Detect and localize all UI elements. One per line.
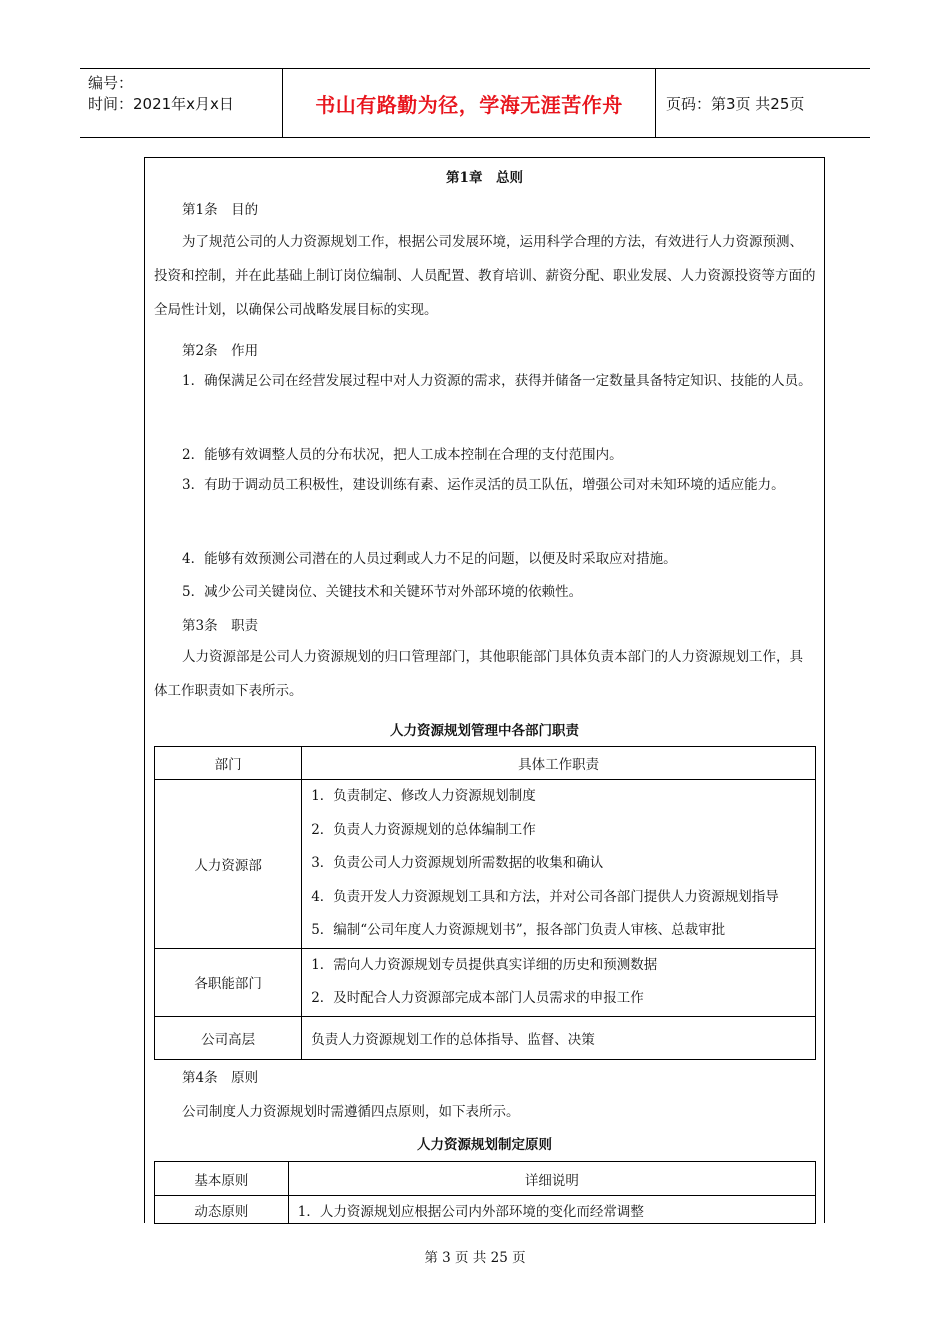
dept-cell: 各职能部门	[155, 948, 302, 1016]
article4-title: 第4条 原则	[182, 1070, 259, 1086]
principles-table	[154, 1161, 816, 1224]
content-frame	[144, 157, 825, 1223]
header-meta	[80, 69, 282, 137]
article2-item-5: 5．减少公司关键岗位、关键技术和关键环节对外部环境的依赖性。	[182, 584, 583, 600]
header-page-info: 页码：第3页 共25页	[666, 94, 805, 113]
duty-line: 2．及时配合人力资源部完成本部门人员需求的申报工作	[311, 990, 644, 1006]
header-date-label: 时间：2021年x月x日	[88, 95, 234, 113]
duty-line: 3．负责公司人力资源规划所需数据的收集和确认	[311, 855, 604, 871]
article2-item-1: 1．确保满足公司在经营发展过程中对人力资源的需求，获得并储备一定数量具备特定知识、技能的人员。	[182, 373, 812, 389]
duty-line: 1．需向人力资源规划专员提供真实详细的历史和预测数据	[311, 956, 658, 973]
article2-item-2: 2．能够有效调整人员的分布状况，把人工成本控制在合理的支付范围内。	[182, 447, 623, 463]
table-row	[155, 948, 816, 1016]
duty-line: 1．负责制定、修改人力资源规划制度	[311, 788, 536, 804]
article1-body: 为了规范公司的人力资源规划工作，根据公司发展环境，运用科学合理的方法，有效进行人力资源预测、投资和控制，并在此基础上制订岗位编制、人员配置、教育培训、薪资分配、职业发展、人力资源投资等方面的全局性计划，以确保公司战略发展目标的实现。	[154, 234, 816, 318]
article3-title: 第3条 职责	[182, 618, 259, 634]
article2-item-4: 4．能够有效预测公司潜在的人员过剩或人力不足的问题，以便及时采取应对措施。	[182, 551, 677, 567]
table-header-cell: 部门	[155, 747, 302, 780]
article1-title: 第1条 目的	[182, 202, 259, 218]
table2-title: 人力资源规划制定原则	[417, 1137, 552, 1153]
detail-cell: 1．人力资源规划应根据公司内外部环境的变化而经常调整	[288, 1196, 815, 1224]
duties-cell: 负责人力资源规划工作的总体指导、监督、决策	[302, 1016, 816, 1059]
table1-title: 人力资源规划管理中各部门职责	[390, 723, 579, 739]
page-header	[80, 68, 870, 138]
duty-line: 5．编制“公司年度人力资源规划书”，报各部门负责人审核、总裁审批	[311, 922, 726, 938]
duty-line: 4．负责开发人力资源规划工具和方法，并对公司各部门提供人力资源规划指导	[311, 888, 779, 905]
article3-body: 人力资源部是公司人力资源规划的归口管理部门，其他职能部门具体负责本部门的人力资源规划工作，具体工作职责如下表所示。	[154, 649, 803, 699]
table-header-row	[155, 1162, 816, 1196]
table-header-cell: 具体工作职责	[302, 747, 816, 780]
page-footer: 第 3 页 共 25 页	[424, 1250, 526, 1266]
table-row	[155, 780, 816, 949]
header-motto: 书山有路勤为径，学海无涯苦作舟	[282, 69, 656, 137]
table-header-row	[155, 747, 816, 780]
duties-cell	[302, 948, 816, 1016]
header-number-label: 编号：	[88, 74, 134, 92]
table-header-cell: 详细说明	[288, 1162, 815, 1196]
article4-body: 公司制度人力资源规划时需遵循四点原则，如下表所示。	[182, 1104, 520, 1120]
dept-cell: 公司高层	[155, 1016, 302, 1059]
principle-cell: 动态原则	[155, 1196, 289, 1224]
article2-item-3: 3．有助于调动员工积极性，建设训练有素、运作灵活的员工队伍，增强公司对未知环境的适应能力。	[182, 477, 785, 493]
duty-line: 2．负责人力资源规划的总体编制工作	[311, 821, 536, 838]
department-duties-table	[154, 746, 816, 1060]
duties-cell	[302, 780, 816, 949]
table-row	[155, 1016, 816, 1059]
article2-title: 第2条 作用	[182, 343, 259, 359]
dept-cell: 人力资源部	[155, 780, 302, 949]
chapter-title: 第1章 总则	[446, 170, 523, 186]
table-header-cell: 基本原则	[155, 1162, 289, 1196]
table-row	[155, 1196, 816, 1224]
